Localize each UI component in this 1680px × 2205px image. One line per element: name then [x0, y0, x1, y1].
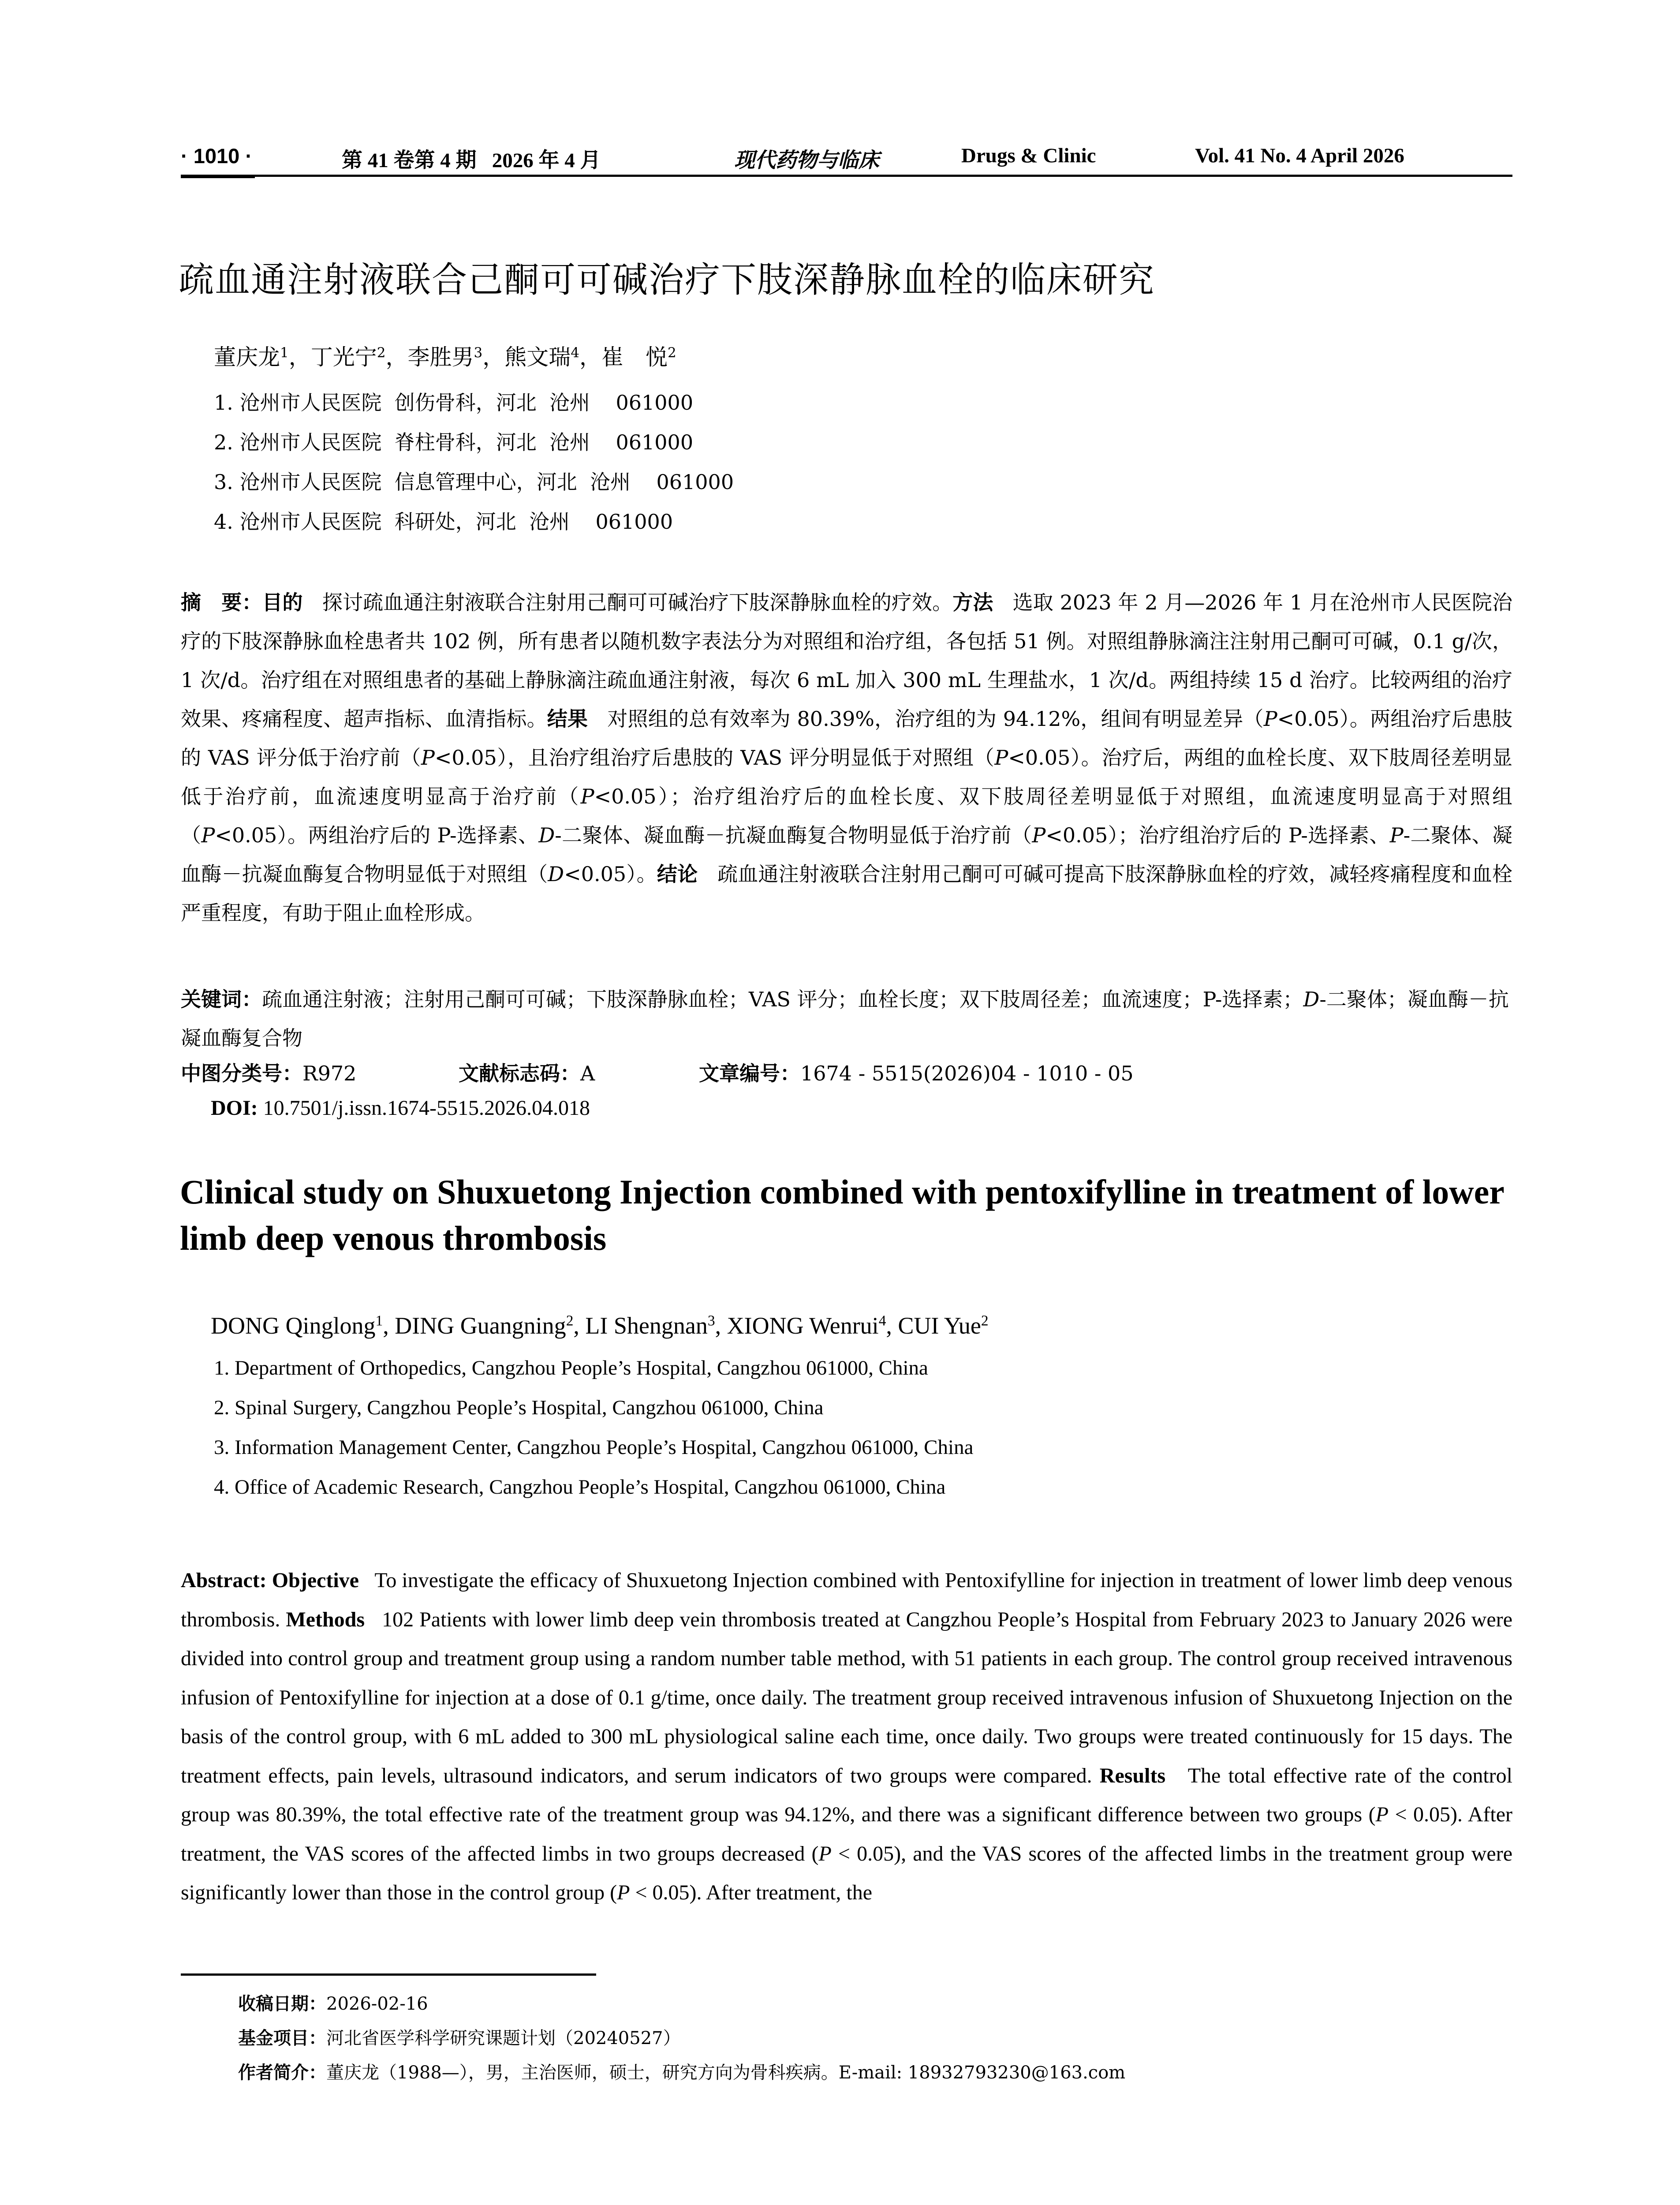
- author-name: 李胜男: [407, 344, 474, 370]
- methods-label-cn: 方法: [952, 590, 993, 614]
- fund-label: 基金项目：: [238, 2028, 326, 2048]
- p-value-symbol: P: [1263, 707, 1277, 731]
- results-fragment: <0.05）；治疗组治疗后的 P-选择素、: [1045, 823, 1390, 847]
- results-label-cn: 结果: [547, 707, 588, 731]
- affiliation-en-1: 1. Department of Orthopedics, Cangzhou People’s Hospital, Cangzhou 061000, China: [214, 1357, 928, 1379]
- document-code-value: A: [580, 1061, 595, 1085]
- results-fragment: <0.05）。两组治疗后患肢的 VAS 评分低于治疗前（: [181, 707, 1512, 770]
- title-en: Clinical study on Shuxuetong Injection combined with pentoxifylline in treatment of lower limb deep venous thrombosis: [180, 1173, 1504, 1257]
- doi-label: DOI:: [211, 1096, 258, 1120]
- affiliation-cn-1: 1. 沧州市人民医院 创伤骨科，河北 沧州 061000: [214, 391, 694, 415]
- footnote-author-bio: [238, 2059, 1125, 2084]
- authors-cn: [214, 340, 676, 371]
- p-value-symbol: P: [421, 746, 435, 770]
- results-fragment: < 0.05). After treatment, the VAS scores of the affected limbs in two groups decreased (: [181, 1803, 1512, 1865]
- author-affiliation-marker: 2: [377, 344, 386, 361]
- d-dimer-symbol: D: [548, 862, 564, 886]
- p-value-symbol: P: [994, 746, 1008, 770]
- results-fragment: <0.05）。治疗后，两组的血栓长度、双下肢周径差明显低于治疗前，血流速度明显高于治疗前（: [181, 746, 1512, 808]
- results-fragment: < 0.05). After treatment, the: [630, 1881, 872, 1904]
- title-cn: 疏血通注射液联合己酮可可碱治疗下肢深静脉血栓的临床研究: [179, 259, 1155, 300]
- received-value: 2026-02-16: [326, 1994, 428, 2014]
- doi-link[interactable]: 10.7501/j.issn.1674-5515.2026.04.018: [263, 1096, 590, 1120]
- p-value-symbol: P: [1032, 823, 1046, 847]
- running-header: [181, 140, 1512, 176]
- footnote-rule: [181, 1973, 596, 1976]
- author-affiliation-marker: 4: [878, 1312, 886, 1329]
- keywords-text: 疏血通注射液；注射用己酮可可碱；下肢深静脉血栓；VAS 评分；血栓长度；双下肢周径差；血流速度；P-选择素；: [262, 987, 1303, 1011]
- results-label-en: Results: [1099, 1764, 1166, 1787]
- fund-value: 河北省医学科学研究课题计划（20240527）: [326, 2028, 681, 2048]
- volume-issue-en: Vol. 41 No. 4 April 2026: [1195, 144, 1404, 167]
- article-number-label: 文章编号：: [699, 1061, 800, 1085]
- p-value-symbol: P: [617, 1881, 630, 1904]
- author-affiliation-marker: 4: [571, 344, 579, 361]
- methods-text-en: 102 Patients with lower limb deep vein thrombosis treated at Cangzhou People’s Hospital from February 2023 to January 2026 were divided into control group and treatment group using a random number table method, with 51 patients in each group. The control group received intravenous infusion of Pentoxifylline for injection at a dose of 0.1 g/time, once daily. The treatment group received intravenous infusion of Shuxuetong Injection on the basis of the control group, with 6 mL added to 300 mL physiological saline each time, once daily. Two groups were treated continuously for 15 days. The treatment effects, pain levels, ultrasound indicators, and serum indicators of two groups were compared.: [181, 1607, 1513, 1787]
- results-fragment: <0.05）。: [564, 862, 657, 886]
- footnote-fund: [238, 2024, 681, 2049]
- author-separator: ，: [288, 344, 311, 370]
- objective-text-en: To investigate the efficacy of Shuxuetong Injection combined with Pentoxifylline for injection in treatment of lower limb deep venous thrombosis.: [181, 1569, 1513, 1631]
- affiliation-en-4: 4. Office of Academic Research, Cangzhou People’s Hospital, Cangzhou 061000, China: [214, 1476, 946, 1499]
- results-fragment: <0.05）。两组治疗后的 P-选择素、: [215, 823, 539, 847]
- results-fragment: 对照组的总有效率为 80.39%，治疗组的为 94.12%，组间有明显差异（: [607, 707, 1264, 731]
- author-affiliation-marker: 1: [375, 1312, 383, 1329]
- abstract-label-cn: 摘 要：: [181, 590, 262, 614]
- keywords-cn: [181, 980, 1512, 1058]
- p-value-symbol: P: [580, 785, 594, 808]
- author-separator: ,: [383, 1312, 395, 1339]
- results-fragment: <0.05），且治疗组治疗后患肢的 VAS 评分明显低于对照组（: [434, 746, 995, 770]
- abstract-en: [181, 1561, 1512, 1913]
- author-separator: ，: [482, 344, 505, 370]
- author-separator: ,: [715, 1312, 727, 1339]
- journal-name-cn: 现代药物与临床: [734, 148, 879, 172]
- journal-name-en: Drugs & Clinic: [961, 144, 1096, 167]
- header-rule-page-segment: [181, 175, 255, 178]
- affiliation-en-3: 3. Information Management Center, Cangzhou People’s Hospital, Cangzhou 061000, China: [214, 1436, 974, 1459]
- received-label: 收稿日期：: [238, 1994, 326, 2014]
- article-number-value: 1674 - 5515(2026)04 - 1010 - 05: [800, 1061, 1134, 1085]
- results-fragment: -二聚体、凝血酶－抗凝血酶复合物明显低于对照组（: [181, 823, 1513, 886]
- methods-text-cn: 选取 2023 年 2 月—2026 年 1 月在沧州市人民医院治疗的下肢深静脉血栓患者共 102 例，所有患者以随机数字表法分为对照组和治疗组，各包括 51 例。对照组静脉滴注注射用己酮可可碱，0.1 g/次，1 次/d。治疗组在对照组患者的基础上静脉滴注疏血通注射液，每次 6 mL 加入 300 mL 生理盐水，1 次/d。两组持续 15 d 治疗。比较两组的治疗效果、疼痛程度、超声指标、血清指标。: [181, 590, 1512, 731]
- keywords-tail: -二聚体；凝血酶－抗凝血酶复合物: [181, 987, 1509, 1050]
- results-fragment: <0.05）；治疗组治疗后的血栓长度、双下肢周径差明显低于对照组，血流速度明显高于对照组（: [181, 785, 1512, 847]
- author-separator: ，: [579, 344, 601, 370]
- p-value-symbol: P: [818, 1842, 832, 1865]
- clc-number: [181, 1058, 356, 1087]
- author-name: DING Guangning: [395, 1312, 566, 1339]
- abstract-cn: [181, 583, 1512, 932]
- author-separator: ,: [573, 1312, 586, 1339]
- author-name: 熊文瑞: [504, 344, 571, 370]
- p-value-symbol: P: [1389, 823, 1404, 847]
- results-fragment: < 0.05), and the VAS scores of the affected limbs in the treatment group were significantly lower than those in the control group (: [181, 1842, 1512, 1904]
- abstract-label-en: Abstract:: [181, 1569, 267, 1592]
- author-affiliation-marker: 2: [981, 1312, 989, 1329]
- article-number: [699, 1058, 1134, 1087]
- author-name: LI Shengnan: [585, 1312, 708, 1339]
- author-name: CUI Yue: [898, 1312, 981, 1339]
- affiliation-cn-4: 4. 沧州市人民医院 科研处，河北 沧州 061000: [214, 510, 673, 534]
- affiliation-cn-3: 3. 沧州市人民医院 信息管理中心，河北 沧州 061000: [214, 470, 734, 494]
- author-name: XIONG Wenrui: [727, 1312, 879, 1339]
- author-affiliation-marker: 2: [566, 1312, 574, 1329]
- author-separator: ，: [385, 344, 408, 370]
- keywords-d-symbol: D: [1303, 987, 1320, 1011]
- p-value-symbol: P: [201, 823, 215, 847]
- document-code: [459, 1058, 595, 1087]
- author-name: 董庆龙: [214, 344, 280, 370]
- author-name: 丁光宁: [310, 344, 377, 370]
- results-fragment: The total effective rate of the control group was 80.39%, the total effective rate of the treatment group was 94.12%, and there was a significant difference between two groups (: [181, 1764, 1512, 1826]
- p-value-symbol: P: [1375, 1803, 1389, 1826]
- page-number: · 1010 ·: [181, 144, 252, 168]
- author-bio-value: 董庆龙（1988—），男，主治医师，硕士，研究方向为骨科疾病。E-mail: 18932793230@163.com: [326, 2063, 1126, 2083]
- author-bio-label: 作者简介：: [238, 2063, 326, 2083]
- author-name: DONG Qinglong: [211, 1312, 376, 1339]
- objective-text-cn: 探讨疏血通注射液联合注射用己酮可可碱治疗下肢深静脉血栓的疗效。: [322, 590, 953, 614]
- affiliation-en-2: 2. Spinal Surgery, Cangzhou People’s Hospital, Cangzhou 061000, China: [214, 1396, 824, 1419]
- footnote-received-date: [238, 1990, 428, 2015]
- authors-en: [211, 1312, 989, 1339]
- doi: [211, 1096, 590, 1120]
- objective-label-en: Objective: [272, 1569, 359, 1592]
- conclusion-text-cn: 疏血通注射液联合注射用己酮可可碱可提高下肢深静脉血栓的疗效，减轻疼痛程度和血栓严重程度，有助于阻止血栓形成。: [181, 862, 1513, 925]
- author-separator: ,: [886, 1312, 898, 1339]
- clc-label: 中图分类号：: [181, 1061, 302, 1085]
- author-affiliation-marker: 1: [280, 344, 289, 361]
- d-dimer-symbol: D: [538, 823, 555, 847]
- results-fragment: -二聚体、凝血酶－抗凝血酶复合物明显低于治疗前（: [555, 823, 1032, 847]
- keywords-label: 关键词：: [181, 987, 262, 1011]
- header-rule: [181, 175, 1512, 177]
- affiliation-cn-2: 2. 沧州市人民医院 脊柱骨科，河北 沧州 061000: [214, 430, 694, 454]
- results-text-cn: [181, 707, 1512, 886]
- methods-label-en: Methods: [286, 1607, 365, 1631]
- document-code-label: 文献标志码：: [459, 1061, 580, 1085]
- author-affiliation-marker: 3: [474, 344, 483, 361]
- author-affiliation-marker: 2: [667, 344, 676, 361]
- volume-issue-cn: 第 41 卷第 4 期 2026 年 4 月: [342, 149, 601, 172]
- clc-value: R972: [302, 1061, 357, 1085]
- objective-label-cn: 目的: [262, 590, 303, 614]
- author-name: 崔 悦: [601, 344, 668, 370]
- author-affiliation-marker: 3: [707, 1312, 715, 1329]
- conclusion-label-cn: 结论: [657, 862, 698, 886]
